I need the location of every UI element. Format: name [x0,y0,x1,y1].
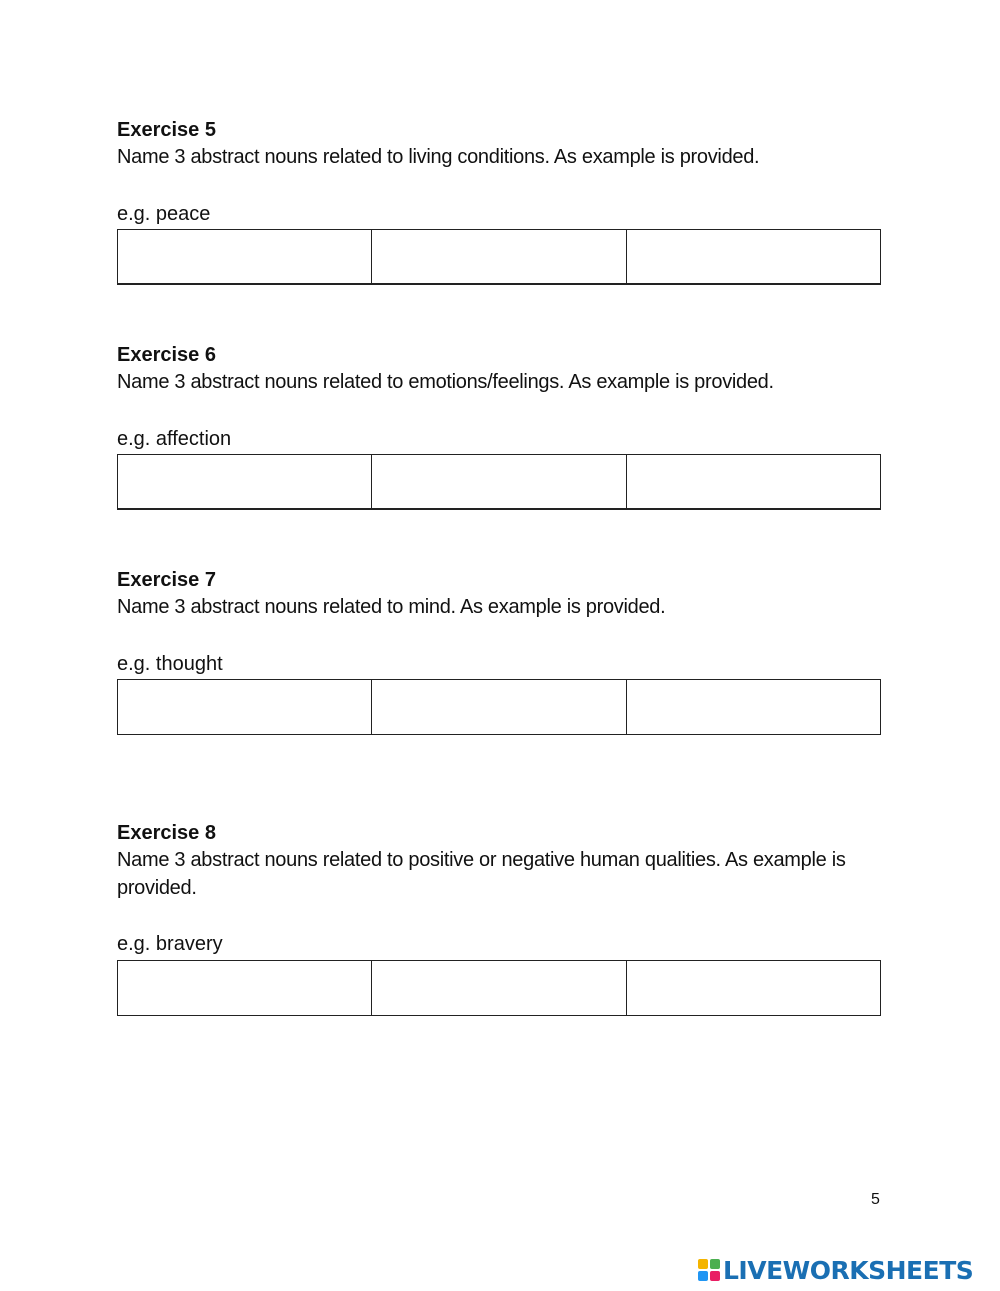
answer-input-1[interactable] [118,455,372,508]
exercise-instruction: Name 3 abstract nouns related to positive or negative human qualities. As example is provided. [117,849,846,899]
answer-input-1[interactable] [118,230,372,283]
exercise-instruction: Name 3 abstract nouns related to living conditions. As example is provided. [117,146,760,168]
exercise-6 [117,342,881,512]
exercise-example: e.g. bravery [117,933,223,955]
answer-input-2[interactable] [372,680,626,734]
exercise-7 [117,567,881,737]
exercise-5 [117,117,881,287]
answer-input-3[interactable] [627,455,880,508]
answer-row [117,960,881,1016]
exercise-instruction: Name 3 abstract nouns related to mind. As example is provided. [117,596,666,618]
logo-square [698,1259,708,1269]
exercise-example: e.g. peace [117,203,211,225]
answer-input-3[interactable] [627,680,880,734]
answer-input-2[interactable] [372,961,626,1015]
logo-square [710,1259,720,1269]
exercise-example: e.g. affection [117,428,232,450]
answer-row [117,679,881,735]
exercise-title: Exercise 8 [117,822,216,844]
exercise-title: Exercise 7 [117,569,216,591]
exercise-8 [117,820,881,1020]
exercise-title: Exercise 5 [117,119,216,141]
exercise-example: e.g. thought [117,653,223,675]
brand-name: LIVEWORKSHEETS [723,1255,974,1285]
logo-square [698,1271,708,1281]
exercise-instruction: Name 3 abstract nouns related to emotions/feelings. As example is provided. [117,371,774,393]
logo-square [710,1271,720,1281]
answer-input-3[interactable] [627,230,880,283]
answer-input-1[interactable] [118,961,372,1015]
answer-input-1[interactable] [118,680,372,734]
exercise-title: Exercise 6 [117,344,216,366]
answer-input-2[interactable] [372,455,626,508]
liveworksheets-brand [698,1255,973,1285]
liveworksheets-logo-icon [698,1259,720,1281]
answer-row [117,229,881,285]
answer-input-2[interactable] [372,230,626,283]
page-number: 5 [871,1191,880,1208]
answer-row [117,454,881,510]
answer-input-3[interactable] [627,961,880,1015]
